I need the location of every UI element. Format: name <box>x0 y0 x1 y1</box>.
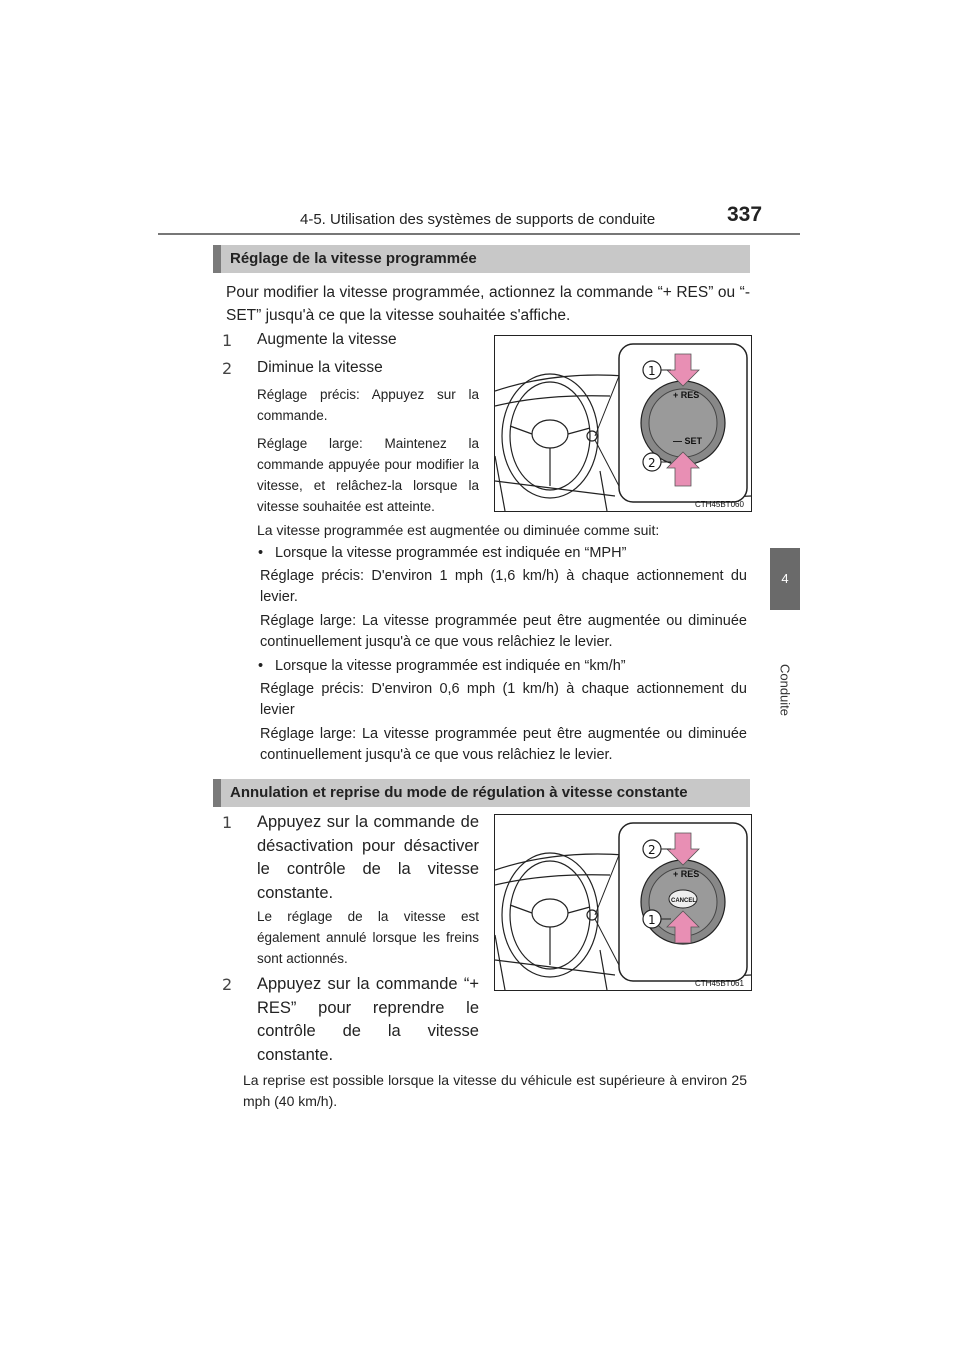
bullet-kmh-coarse: Réglage large: La vitesse programmée peut être augmentée ou diminuée continuellement jusqu'à ce que vous relâchiez le levier. <box>260 726 747 763</box>
page-number: 337 <box>727 203 763 226</box>
item-cancel: Appuyez sur la commande de désactivation pour désactiver le contrôle de la vitesse constante. <box>257 813 479 902</box>
steering-wheel-illustration <box>495 815 751 990</box>
section-title-cancel-resume: Annulation et reprise du mode de régulation à vitesse constante <box>213 779 750 807</box>
chapter-label-text: Conduite <box>777 663 793 717</box>
switch-label-cancel: CANCEL <box>671 898 696 904</box>
section-title-speed-setting: Réglage de la vitesse programmée <box>213 245 750 273</box>
bullet-marker: • <box>258 658 264 674</box>
item-decrease-speed: Diminue la vitesse <box>257 359 383 376</box>
header-rule <box>158 233 800 235</box>
figure-steering-switch-set <box>494 335 752 512</box>
bullet-mph-coarse: Réglage large: La vitesse programmée peut être augmentée ou diminuée continuellement jusqu'à ce que vous relâchiez le levier. <box>260 613 747 650</box>
bullet-kmh-head: Lorsque la vitesse programmée est indiquée en “km/h” <box>275 658 626 674</box>
note-resume-speed: La reprise est possible lorsque la vitesse du véhicule est supérieure à environ 25 mph (40 km/h). <box>243 1072 747 1109</box>
chapter-label <box>765 650 805 730</box>
note-coarse-adjust: Réglage large: Maintenez la commande appuyée pour modifier la vitesse, et relâchez-la lorsque la vitesse souhaitée est atteinte. <box>257 436 479 514</box>
item-number: 1 <box>222 331 233 350</box>
bullet-mph-head: Lorsque la vitesse programmée est indiquée en “MPH” <box>275 545 627 561</box>
note-fine-adjust: Réglage précis: Appuyez sur la commande. <box>257 387 479 423</box>
item-number: 2 <box>222 975 233 994</box>
callout-number: 1 <box>648 364 656 378</box>
item-resume: Appuyez sur la commande “+ RES” pour reprendre le contrôle de la vitesse constante. <box>257 975 479 1064</box>
rate-intro: La vitesse programmée est augmentée ou diminuée comme suit: <box>257 522 660 538</box>
item-number: 1 <box>222 813 233 832</box>
callout-number: 2 <box>648 843 656 857</box>
item-increase-speed: Augmente la vitesse <box>257 331 397 348</box>
switch-label-set: — SET <box>673 436 703 446</box>
figure-steering-switch-cancel <box>494 814 752 991</box>
running-header-title: 4-5. Utilisation des systèmes de supports de conduite <box>300 211 656 228</box>
callout-number: 2 <box>648 456 656 470</box>
switch-label-res: + RES <box>673 869 700 879</box>
chapter-tab: 4 <box>770 548 800 610</box>
item-number: 2 <box>222 359 233 378</box>
figure-code: CTH45BT061 <box>695 979 744 988</box>
switch-label-res: + RES <box>673 390 700 400</box>
steering-wheel-illustration <box>495 336 751 511</box>
note-brake-cancel: Le réglage de la vitesse est également annulé lorsque les freins sont actionnés. <box>257 909 479 966</box>
bullet-kmh-fine: Réglage précis: D'environ 0,6 mph (1 km/h) à chaque actionnement du levier <box>260 681 747 718</box>
callout-number: 1 <box>648 913 656 927</box>
bullet-marker: • <box>258 545 264 561</box>
section1-intro: Pour modifier la vitesse programmée, actionnez la commande “+ RES” ou “- SET” jusqu'à ce que la vitesse souhaitée s'affiche. <box>226 284 750 324</box>
bullet-mph-fine: Réglage précis: D'environ 1 mph (1,6 km/h) à chaque actionnement du levier. <box>260 568 747 605</box>
figure-code: CTH45BT060 <box>695 500 744 509</box>
